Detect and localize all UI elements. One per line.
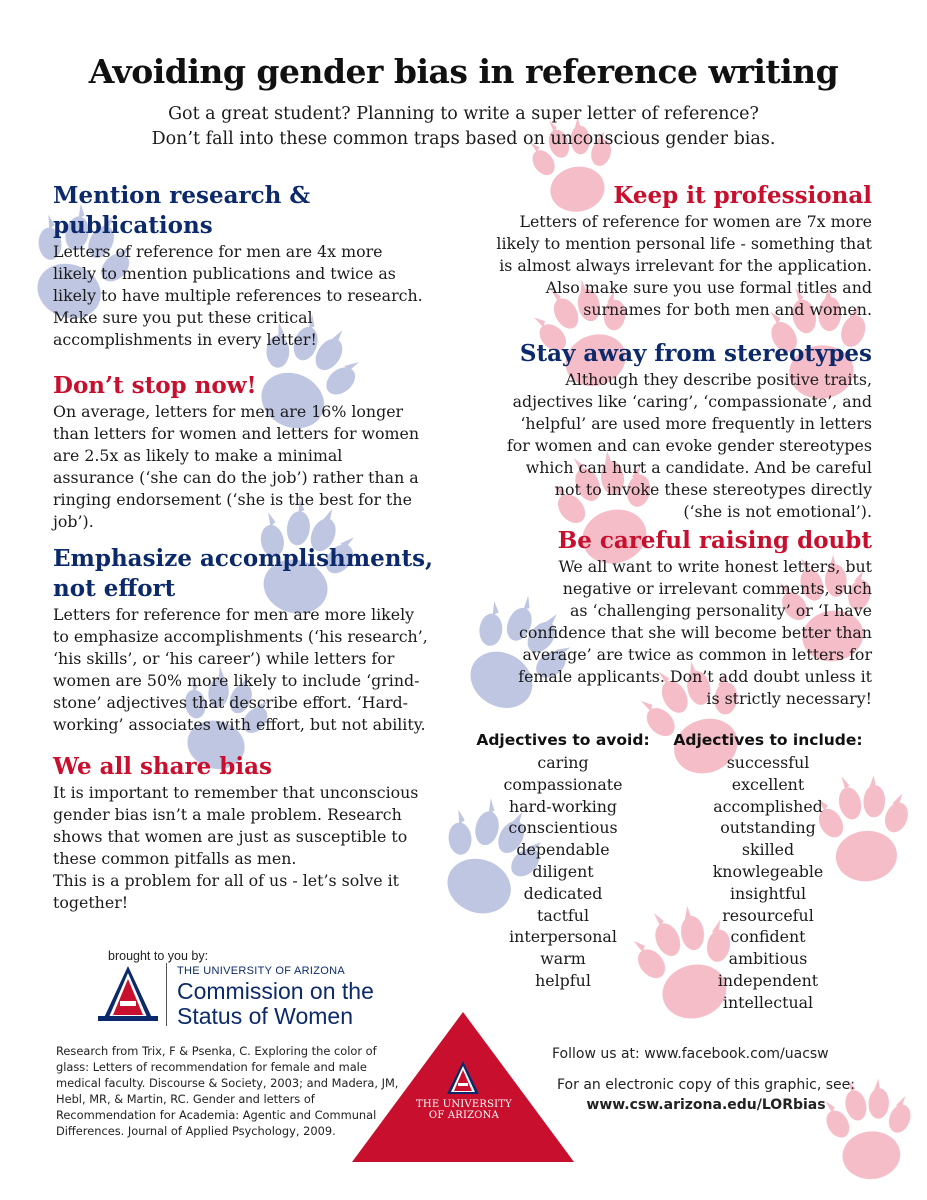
page-title: Avoiding gender bias in reference writing xyxy=(88,52,839,91)
subtitle xyxy=(0,102,927,152)
section-heading: Stay away from stereotypes xyxy=(519,340,872,367)
electronic-copy-link[interactable]: www.csw.arizona.edu/LORbias xyxy=(586,1097,826,1113)
logo-divider xyxy=(166,963,167,1026)
section-heading: Be careful raising doubt xyxy=(557,527,872,554)
section-heading: Don’t stop now! xyxy=(53,372,257,399)
citation-text: Research from Trix, F & Psenka, C. Exploring the color of glass: Letters of recommendation for female and male medical faculty. Discourse & Society, 2003; and Madera, JM, Hebl, MR, & Martin, RC. Gender and letters of Recommendation for Academia: Agentic and Communal Differences. Journal of Applied Psychology, 2009. xyxy=(56,1044,399,1138)
section-body: Letters of reference for men are 4x more likely to mention publications and twice as likely to have multiple references to research. Make sure you put these critical accomplishments in every letter! xyxy=(53,242,423,349)
section-dont-stop xyxy=(53,371,463,533)
commission-line: Status of Women xyxy=(177,1003,353,1029)
adjective-item: caring xyxy=(537,753,589,772)
adjective-item: warm xyxy=(540,949,586,969)
adjective-item: insightful xyxy=(729,883,807,903)
adjective-item: confident xyxy=(730,927,806,947)
section-professional xyxy=(470,181,872,321)
subtitle-line: Don’t fall into these common traps based on unconscious gender bias. xyxy=(151,129,776,149)
adjective-item: conscientious xyxy=(508,818,618,838)
section-heading: We all share bias xyxy=(53,753,272,780)
section-research xyxy=(53,181,463,351)
adjective-item: interpersonal xyxy=(509,927,617,947)
section-heading: Emphasize accomplishments, not effort xyxy=(53,545,434,602)
section-body: We all want to write honest letters, but negative or irrelevant comments, such as ‘challenging personality’ or ‘I have confidence that she will become better than average’ are twice as common in letters for female applicants. Don’t add doubt unless it is strictly necessary! xyxy=(518,557,872,708)
university-a-logo xyxy=(93,963,163,1023)
section-body: Letters for reference for men are more likely to emphasize accomplishments (‘his research’, ‘his skills’, or ‘his career’) while letters for women are 50% more likely to include ‘grind- stone’ adjectives that describe effort. ‘Hard- working’ associates with effort, but not ability. xyxy=(53,605,428,734)
adjective-item: outstanding xyxy=(720,818,816,838)
section-doubt xyxy=(470,526,872,710)
adjective-item: tactful xyxy=(536,905,590,925)
subtitle-line: Got a great student? Planning to write a super letter of reference? xyxy=(168,104,759,124)
section-body: It is important to remember that unconscious gender bias isn’t a male problem. Research shows that women are just as susceptible to these common pitfalls as men. This is a problem for all of us - let’s solve it together! xyxy=(53,783,419,912)
adjective-item: excellent xyxy=(731,774,805,794)
university-name: THE UNIVERSITY OF ARIZONA xyxy=(177,965,346,977)
triangle-text-line: THE UNIVERSITY xyxy=(416,1099,512,1110)
adjectives-include-list xyxy=(660,730,876,1014)
adjective-item: successful xyxy=(726,753,810,772)
electronic-copy-text: For an electronic copy of this graphic, see: xyxy=(557,1077,855,1093)
adjective-item: intellectual xyxy=(722,992,814,1012)
adjective-item: dedicated xyxy=(523,883,603,903)
section-body: On average, letters for men are 16% longer than letters for women and letters for women are 2.5x as likely to make a minimal assurance (‘she can do the job’) rather than a ringing endorsement (‘she is the best for the job’). xyxy=(53,402,420,531)
commission-name xyxy=(177,979,374,1029)
section-accomplishments xyxy=(53,544,463,736)
adjective-item: skilled xyxy=(741,840,795,860)
adjectives-avoid-heading: Adjectives to avoid: xyxy=(476,731,650,749)
brought-by-label: brought to you by: xyxy=(108,949,209,963)
section-heading: Mention research & publications xyxy=(53,182,311,239)
section-body: Although they describe positive traits, adjectives like ‘caring’, ‘compassionate’, and ‘helpful’ are used more frequently in letters for women and can evoke gender stereotypes which can hurt a candidate. And be careful not to invoke these stereotypes directly (‘she is not emotional’). xyxy=(506,370,872,521)
electronic-copy-block xyxy=(520,1075,892,1115)
adjective-item: ambitious xyxy=(728,949,808,969)
adjectives-avoid-list xyxy=(468,730,658,992)
adjectives-include-heading: Adjectives to include: xyxy=(673,731,863,749)
section-stereotypes xyxy=(470,339,872,523)
adjective-item: dependable xyxy=(516,840,610,860)
section-body: Letters of reference for women are 7x more likely to mention personal life - something that is almost always irrelevant for the application. Also make sure you use formal titles and surnames for both men and women. xyxy=(496,212,872,319)
adjective-item: diligent xyxy=(532,861,594,881)
triangle-university-text xyxy=(398,1099,530,1121)
adjective-item: compassionate xyxy=(503,774,623,794)
follow-us-text: Follow us at: www.facebook.com/uacsw xyxy=(552,1046,829,1062)
adjective-item: hard-working xyxy=(508,796,618,816)
adjective-item: accomplished xyxy=(713,796,823,816)
adjective-item: helpful xyxy=(535,970,591,990)
commission-line: Commission on the xyxy=(177,978,374,1004)
section-heading: Keep it professional xyxy=(613,182,872,209)
section-share-bias xyxy=(53,752,463,914)
adjective-item: knowlegeable xyxy=(712,861,824,881)
adjective-item: resourceful xyxy=(722,905,814,925)
triangle-a-logo xyxy=(443,1060,483,1096)
adjective-item: independent xyxy=(717,970,819,990)
triangle-text-line: OF ARIZONA xyxy=(428,1110,500,1121)
